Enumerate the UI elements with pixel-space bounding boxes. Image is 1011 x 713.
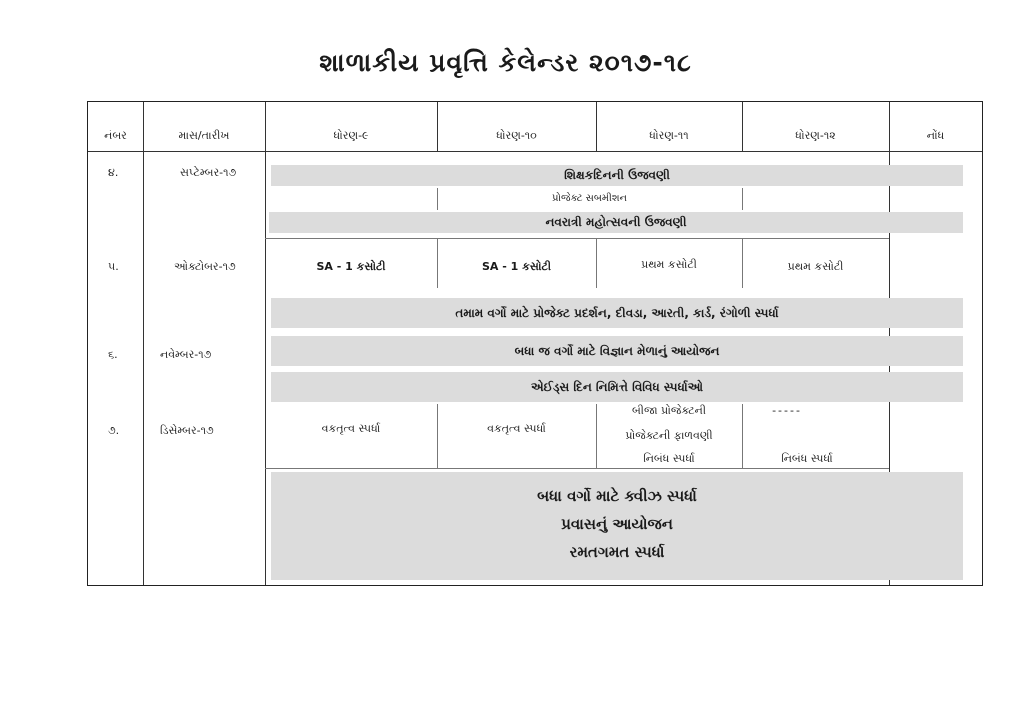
event-dash-std12: ----- [772, 404, 802, 417]
event-quiz: બધા વર્ગો માટે ક્વીઝ સ્પર્ધા [537, 487, 697, 505]
event-project-allocation-std11: પ્રોજેક્ટની ફાળવણી [625, 429, 713, 442]
event-group-quiz-tour-sports [271, 472, 963, 580]
col-divider-10 [596, 102, 597, 151]
row-divider [265, 238, 889, 239]
header-number: નંબર [104, 129, 127, 142]
row-month-november: નવેમ્બર-૧૭ [160, 348, 212, 361]
activity-calendar-table [87, 101, 983, 586]
col-divider-month [265, 102, 266, 585]
header-std12: ધોરણ-૧૨ [795, 129, 836, 142]
event-second-project-std11: બીજા પ્રોજેક્ટની [631, 404, 707, 417]
event-navratri: નવરાત્રી મહોત્સવની ઉજવણી [269, 212, 963, 233]
event-project-exhibition: તમામ વર્ગો માટે પ્રોજેક્ટ પ્રદર્શન, દીવડા, આરતી, કાર્ડ, રંગોળી સ્પર્ધા [271, 298, 963, 328]
event-sports: રમતગમત સ્પર્ધા [569, 543, 665, 561]
cell-divider [742, 188, 743, 210]
col-divider-11 [742, 102, 743, 151]
header-note: નોંધ [926, 129, 945, 142]
event-aids-day: એઈડ્સ દિન નિમિત્તે વિવિધ સ્પર્ધાઓ [271, 372, 963, 402]
event-first-test-std11: પ્રથમ કસોટી [641, 258, 697, 271]
event-science-fair: બધા જ વર્ગો માટે વિજ્ઞાન મેળાનું આયોજન [271, 336, 963, 366]
event-project-submission: પ્રોજેક્ટ સબમીશન [552, 193, 627, 204]
event-essay-std11: નિબંધ સ્પર્ધા [643, 452, 695, 465]
row-month-december: ડિસેમ્બર-૧૭ [160, 424, 214, 437]
row-number-7: ૭. [108, 424, 120, 437]
header-std10: ધોરણ-૧૦ [496, 129, 537, 142]
col-divider-9 [437, 102, 438, 151]
event-tour: પ્રવાસનું આયોજન [561, 515, 673, 533]
event-sa1-std9: SA - 1 કસોટી [316, 260, 386, 273]
row-month-september: સપ્ટેમ્બર-૧૭ [180, 166, 237, 179]
event-teachers-day: શિક્ષકદિનની ઉજવણી [271, 165, 963, 186]
header-std9: ધોરણ-૯ [333, 129, 369, 142]
event-elocution-std10: વકતૃત્વ સ્પર્ધા [487, 422, 546, 435]
row-number-6: ૬. [108, 348, 118, 361]
event-sa1-std10: SA - 1 કસોટી [481, 260, 552, 273]
page-title: શાળાકીય પ્રવૃત્તિ કેલેન્ડર ૨૦૧૭-૧૮ [319, 48, 692, 77]
row-divider [265, 468, 889, 469]
row-number-5: ૫. [108, 260, 119, 273]
header-divider [88, 151, 982, 152]
cell-divider [437, 404, 438, 468]
event-elocution-std9: વકતૃત્વ સ્પર્ધા [321, 422, 381, 435]
row-month-october: ઓક્ટોબર-૧૭ [174, 260, 236, 273]
event-essay-std12: નિબંધ સ્પર્ધા [781, 452, 833, 465]
header-std11: ધોરણ-૧૧ [649, 129, 689, 142]
row-number-4: ૪. [108, 166, 119, 179]
header-month: માસ/તારીખ [178, 129, 230, 142]
col-divider-no [143, 102, 144, 585]
event-first-test-std12: પ્રથમ કસોટી [787, 260, 844, 273]
